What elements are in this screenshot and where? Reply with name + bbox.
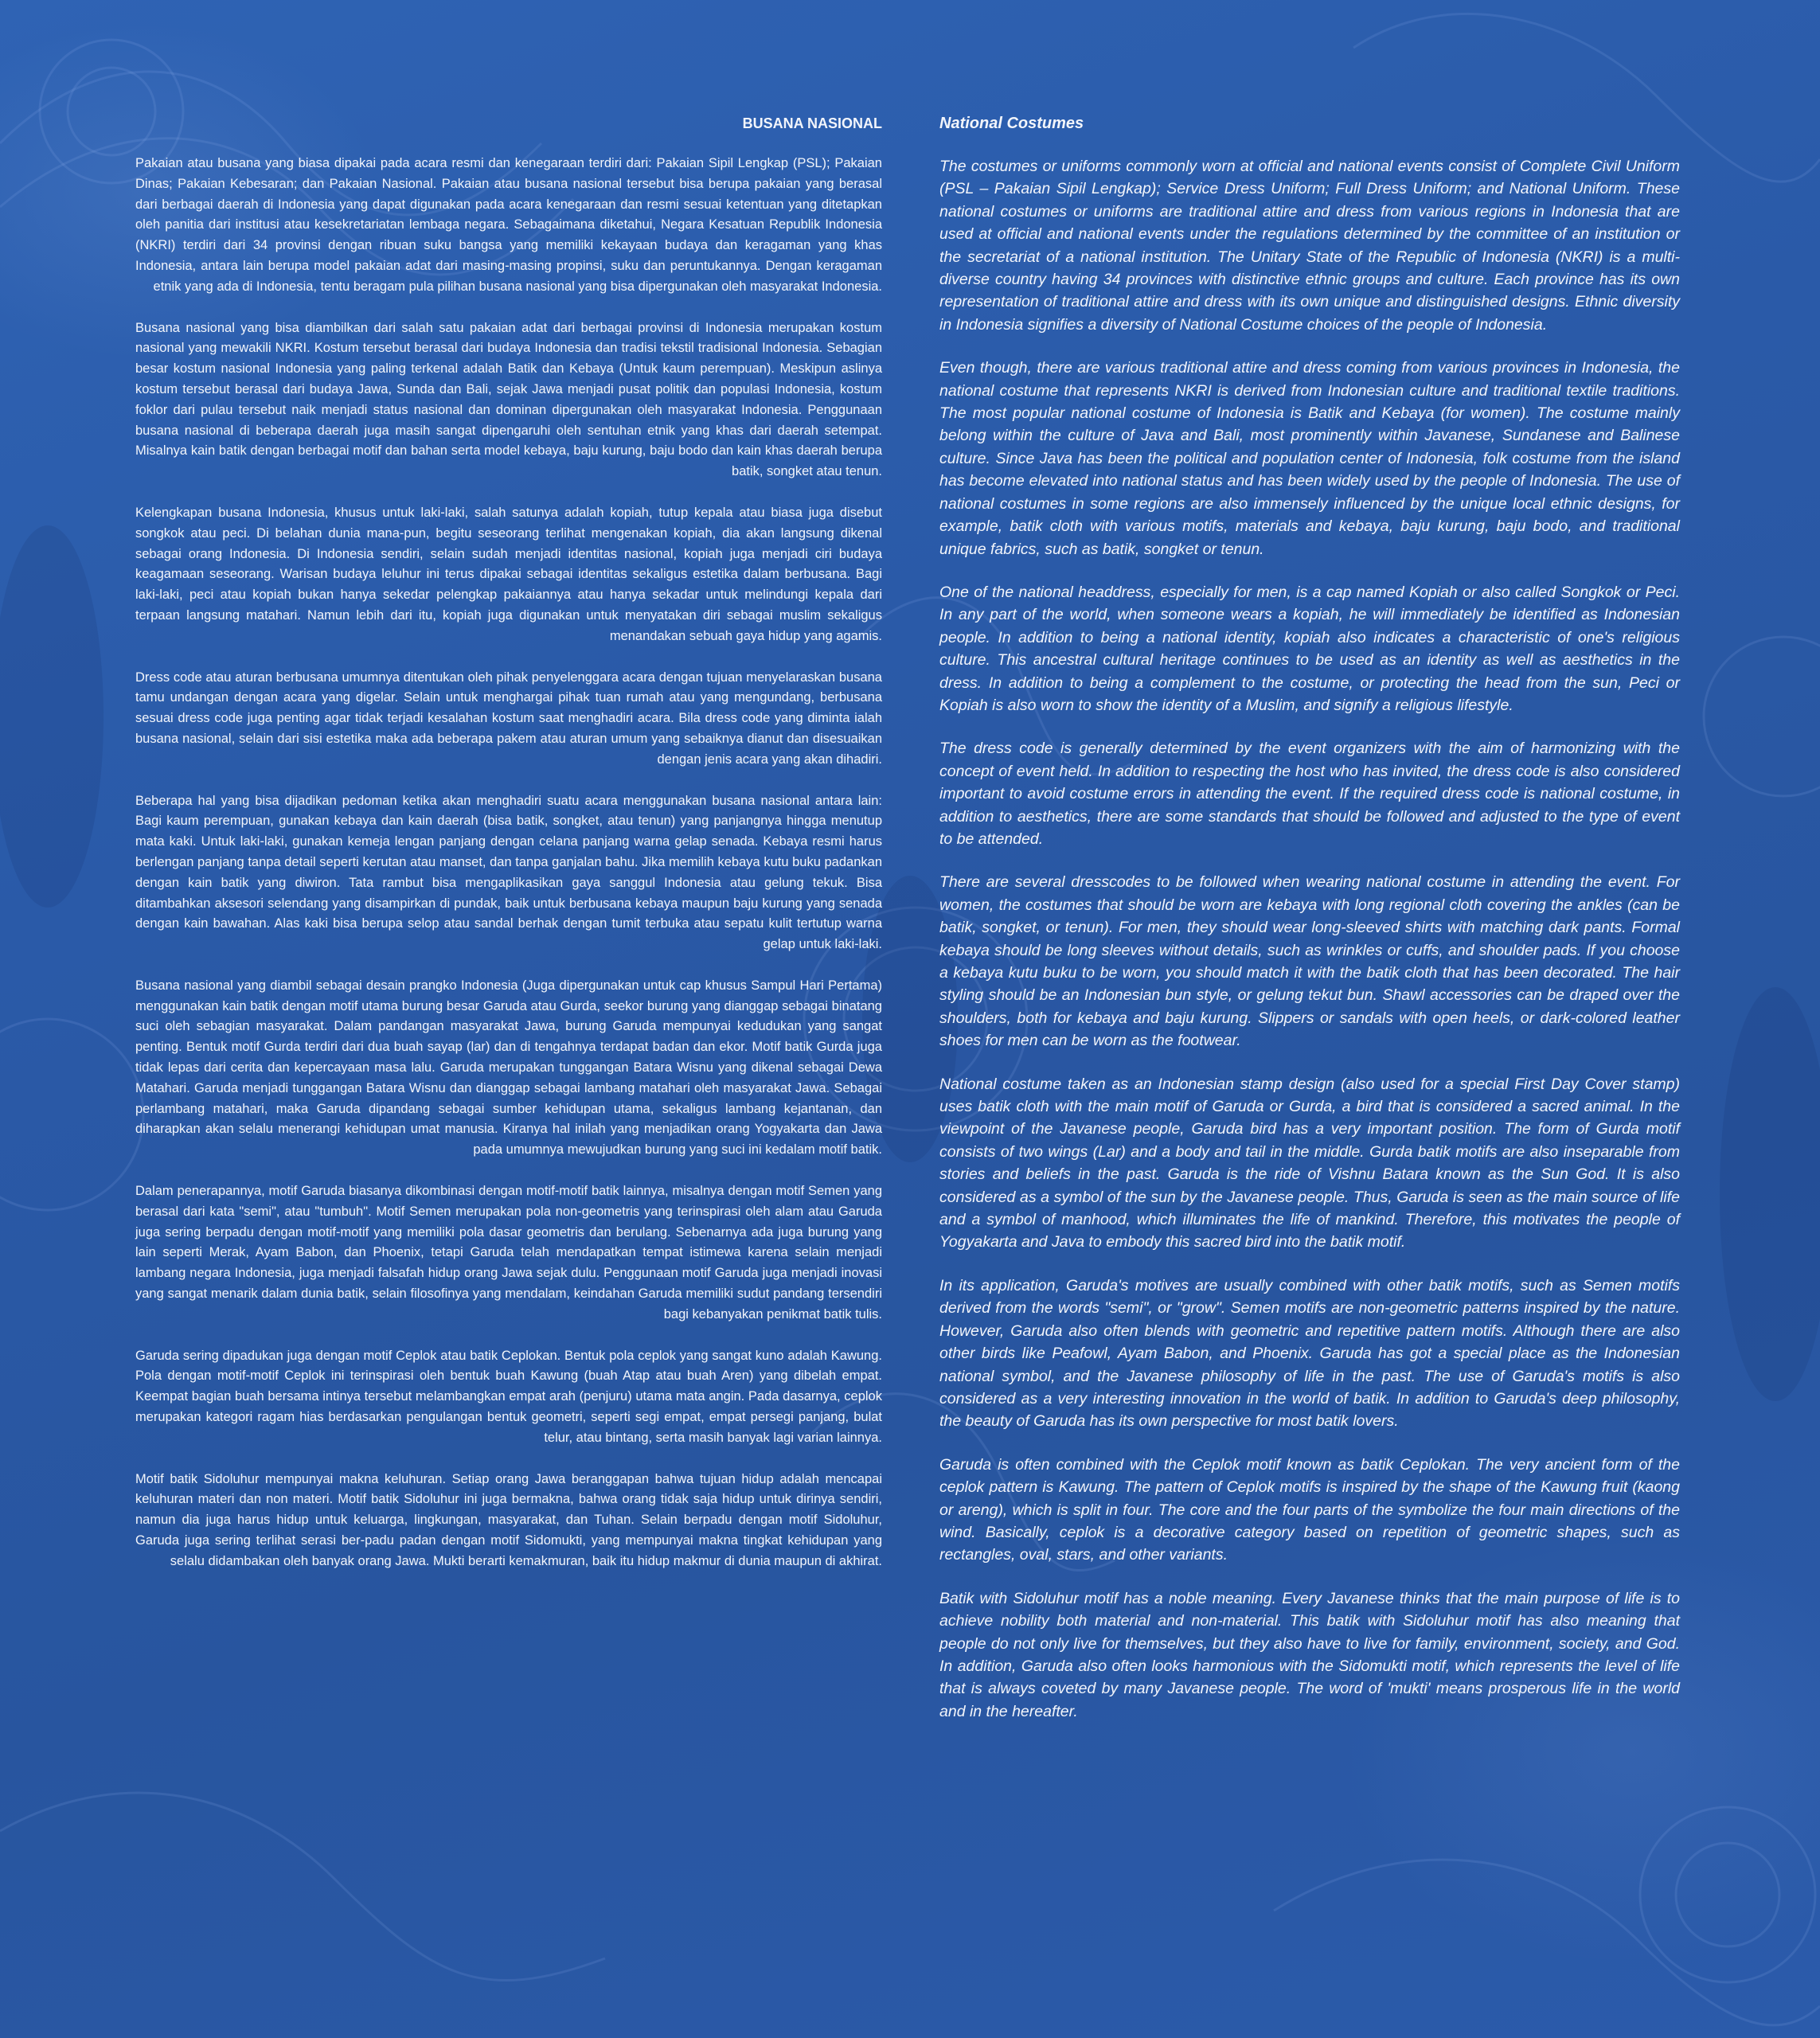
paragraph-en-6: National costume taken as an Indonesian stamp design (also used for a special First Day Cover stamp) uses batik cloth with the main motif of Garuda or Gurda, a bird that is considered a sacred animal. In the viewpoint of the Javanese people, Garuda bird has a very important position. The form of Gurda motif consists of two wings (Lar) and a body and tail in the middle. Gurda batik motifs are also inseparable from stories and beliefs in the past. Garuda is the ride of Vishnu Batara known as the Sun God. It is also considered as a symbol of the sun by the Javanese people. Thus, Garuda is seen as the main source of life and a symbol of manhood, which illuminates the life of mankind. Therefore, this motivates the people of Yogyakarta and Java to embody this sacred bird into the batik motif.: [939, 1075, 1680, 1251]
paragraph-en-3: One of the national headdress, especially for men, is a cap named Kopiah or also called Songkok or Peci. In any part of the world, when someone wears a kopiah, he will immediately be identified as Indonesian people. In addition to being a national identity, kopiah also indicates a characteristic of one's religious culture. This ancestral cultural heritage continues to be used as an identity as well as aesthetics in the dress. In addition to being a complement to the costume, or protecting the head from the sun, Peci or Kopiah is also worn to show the identity of a Muslim, and signify a religious lifestyle.: [939, 583, 1680, 714]
indonesian-text-column: [135, 114, 882, 1593]
english-text-column: [939, 114, 1680, 1743]
paragraph-en-5: There are several dresscodes to be followed when wearing national costume in attending the event. For women, the costumes that should be worn are kebaya with long regional cloth covering the ankles (can be batik, songket, or tenun). For men, they should wear long-sleeved shirts with matching dark pants. Formal kebaya should be long sleeves without details, such as wrinkles or cuffs, and shoulder pads. If you choose a kebaya kutu buku to be worn, you should match it with the batik cloth that has been decorated. The hair styling should be an Indonesian bun style, or gelung tekut bun. Shawl accessories can be draped over the shoulders, both for kebaya and baju kurung. Slippers or sandals with open heels, or dark-colored leather shoes for men can be worn as the footwear.: [939, 873, 1680, 1050]
paragraph-id-5: Beberapa hal yang bisa dijadikan pedoman ketika akan menghadiri suatu acara menggunakan busana nasional antara lain: Bagi kaum perempuan, gunakan kebaya dan kain daerah (bisa batik, songket, atau tenun) yang panjangnya hingga menutup mata kaki. Untuk laki-laki, gunakan kemeja lengan panjang dengan celana panjang warna gelap senada. Kebaya resmi harus berlengan panjang tanpa detail seperti kerutan atau manset, dan tanpa ganjalan bahu. Jika memilih kebaya kutu buku padankan dengan kain batik yang diwiron. Tata rambut bisa mengaplikasikan gaya sanggul Indonesia atau gelung tekuk. Bisa ditambahkan aksesori selendang yang disampirkan di pundak, baik untuk berbusana kebaya maupun baju kurung yang senada dengan kain bawahan. Alas kaki bisa berupa selop atau sandal berhak dengan tumit terbuka atau sepatu kulit tertutup warna gelap untuk laki-laki.: [135, 793, 882, 952]
paragraph-id-2: Busana nasional yang bisa diambilkan dari salah satu pakaian adat dari berbagai provinsi di Indonesia merupakan kostum nasional yang mewakili NKRI. Kostum tersebut berasal dari budaya Indonesia dan tradisi tekstil tradisional Indonesia. Sebagian besar kostum nasional Indonesia yang paling terkenal adalah Batik dan Kebaya (Untuk kaum perempuan). Meskipun aslinya kostum tersebut berasal dari budaya Jawa, Sunda dan Bali, sejak Jawa menjadi pusat politik dan populasi Indonesia, kostum foklor dari pulau tersebut naik menjadi status nasional dan dominan dipergunakan oleh masyarakat Indonesia. Penggunaan busana nasional di beberapa daerah juga masih sangat dipengaruhi oleh sentuhan etnik yang khas dari daerah setempat. Misalnya kain batik dengan berbagai motif dan bahan serta model kebaya, baju kurung, baju bodo dan kain khas daerah berupa batik, songket atau tenun.: [135, 320, 882, 479]
paragraph-id-1: Pakaian atau busana yang biasa dipakai pada acara resmi dan kenegaraan terdiri dari: Pakaian Sipil Lengkap (PSL); Pakaian Dinas; Pakaian Kebesaran; dan Pakaian Nasional. Pakaian atau busana nasional tersebut bisa berupa pakaian yang berasal dari berbagai daerah di Indonesia yang dapat digunakan pada acara kenegaraan dan resmi sesuai ketentuan yang ditetapkan oleh panitia dari institusi atau kesekretariatan lembaga negara. Sebagaimana diketahui, Negara Kesatuan Republik Indonesia (NKRI) terdiri dari 34 provinsi dengan ribuan suku bangsa yang memiliki kekayaan budaya dan keragaman yang khas Indonesia, antara lain berupa model pakaian adat dari masing-masing propinsi, suku dan peruntukannya. Dengan keragaman etnik yang ada di Indonesia, tentu beragam pula pilihan busana nasional yang bisa dipergunakan oleh masyarakat Indonesia.: [135, 156, 882, 294]
paragraph-id-6: Busana nasional yang diambil sebagai desain prangko Indonesia (Juga dipergunakan untuk cap khusus Sampul Hari Pertama) menggunakan kain batik dengan motif utama burung besar Garuda atau Gurda, seekor burung yang dianggap sebagai binatang suci oleh sebagian masyarakat. Dalam pandangan masyarakat Jawa, burung Garuda mempunyai kedudukan yang sangat penting. Bentuk motif Gurda terdiri dari dua buah sayap (lar) dan di tengahnya terdapat badan dan ekor. Motif batik Gurda juga tidak lepas dari cerita dan kepercayaan masa lalu. Garuda merupakan tunggangan Batara Wisnu yang dikenal sebagai Dewa Matahari. Garuda menjadi tunggangan Batara Wisnu dan dianggap sebagai lambang matahari oleh masyarakat Jawa. Sebagai perlambang matahari, maka Garuda dipandang sebagai sumber kehidupan utama, sekaligus lambang kejantanan, dan diharapkan akan selalu menerangi kehidupan umat manusia. Kiranya hal inilah yang menjadikan orang Yogyakarta dan Jawa pada umumnya mewujudkan burung yang suci ini kedalam motif batik.: [135, 978, 882, 1158]
paragraph-id-7: Dalam penerapannya, motif Garuda biasanya dikombinasi dengan motif-motif batik lainnya, misalnya dengan motif Semen yang berasal dari kata "semi", atau "tumbuh". Motif Semen merupakan pola non-geometris yang terinspirasi oleh alam atau Garuda juga sering berpadu dengan motif-motif yang memiliki pola dasar geometris dan berulang. Sebenarnya ada juga burung yang lain seperti Merak, Ayam Babon, dan Phoenix, tetapi Garuda telah mendapatkan tempat istimewa karena selain menjadi lambang negara Indonesia, juga menjadi falsafah hidup orang Jawa sejak dulu. Penggunaan motif Garuda juga menjadi inovasi yang sangat menarik dalam dunia batik, selain filosofinya yang mendalam, keindahan Garuda memiliki sudut pandang tersendiri bagi kebanyakan penikmat batik tulis.: [135, 1184, 882, 1322]
paragraph-en-4: The dress code is generally determined by the event organizers with the aim of harmonizing with the concept of event held. In addition to respecting the host who has invited, the dress code is also considered important to avoid costume errors in attending the event. If the required dress code is national costume, in addition to aesthetics, there are some standards that should be followed and adjusted to the type of event to be attended.: [939, 740, 1680, 848]
paragraph-en-7: In its application, Garuda's motives are usually combined with other batik motifs, such as Semen motifs derived from the words "semi", or "grow". Semen motifs are non-geometric patterns inspired by the nature. However, Garuda also often blends with geometric and repetitive pattern motifs. Although there are also other birds like Peafowl, Ayam Babon, and Phoenix. Garuda has got a special place as the Indonesian national symbol, and the Javanese philosophy of life in the past. The use of Garuda's motifs is also considered as a very interesting innovation in the world of batik. In addition to Garuda's deep philosophy, the beauty of Garuda has its own perspective for most batik lovers.: [939, 1276, 1680, 1431]
paragraph-id-3: Kelengkapan busana Indonesia, khusus untuk laki-laki, salah satunya adalah kopiah, tutup kepala atau biasa juga disebut songkok atau peci. Di belahan dunia mana-pun, begitu seseorang terlihat mengenakan kopiah, dia akan langsung dikenal sebagai orang Indonesia. Di Indonesia sendiri, selain sudah menjadi identitas nasional, kopiah juga menjadi ciri budaya keagamaan seseorang. Warisan budaya leluhur ini terus dipakai sebagai identitas sekaligus estetika dalam berbusana. Bagi laki-laki, peci atau kopiah bukan hanya sekedar pelengkap pakaiannya atau hanya sekadar untuk melindungi kepala dari terpaan langsung matahari. Namun lebih dari itu, kopiah juga digunakan untuk menyatakan diri sebagai muslim sekaligus menandakan sebuah gaya hidup yang agamis.: [135, 505, 882, 643]
section-heading-en: National Costumes: [939, 115, 1084, 132]
paragraph-en-1: The costumes or uniforms commonly worn at official and national events consist of Complete Civil Uniform (PSL – Pakaian Sipil Lengkap); Service Dress Uniform; Full Dress Uniform; and National Uniform. These national costumes or uniforms are traditional attire and dress from various regions in Indonesia that are used at official and national events under the regulations determined by the committee of an institution or the secretariat of a national institution. The Unitary State of the Republic of Indonesia (NKRI) is a multi-diverse country having 34 provinces with distinctive ethnic groups and culture. Each province has its own representation of traditional attire and dress with its own unique and distinguished designs. Ethnic diversity in Indonesia signifies a diversity of National Costume choices of the people of Indonesia.: [939, 158, 1680, 334]
paragraph-id-4: Dress code atau aturan berbusana umumnya ditentukan oleh pihak penyelenggara acara dengan tujuan menyelaraskan busana tamu undangan dengan acara yang digelar. Selain untuk menghargai pihak tuan rumah atau yang mengundang, berbusana sesuai dress code juga penting agar tidak terjadi kesalahan kostum saat menghadiri acara. Bila dress code yang diminta ialah busana nasional, selain dari sisi estetika maka ada beberapa pakem atau aturan umum yang sebaiknya dianut dan disesuaikan dengan jenis acara yang akan dihadiri.: [135, 670, 882, 767]
paragraph-id-9: Motif batik Sidoluhur mempunyai makna keluhuran. Setiap orang Jawa beranggapan bahwa tujuan hidup adalah mencapai keluhuran materi dan non materi. Motif batik Sidoluhur ini juga bermakna, bahwa orang tidak saja hidup untuk dirinya sendiri, namun dia juga harus hidup untuk keluarga, lingkungan, masyarakat, dan Tuhan. Selain berpadu dengan motif Sidoluhur, Garuda juga sering terlihat serasi ber-padu padan dengan motif Sidomukti, yang mempunyai makna tingkat kehidupan yang selalu didambakan oleh banyak orang Jawa. Mukti berarti kemakmuran, baik itu hidup makmur di dunia maupun di akhirat.: [135, 1471, 882, 1568]
paragraph-en-2: Even though, there are various traditional attire and dress coming from various provinces in Indonesia, the national costume that represents NKRI is derived from Indonesian culture and traditional textile traditions. The most popular national costume of Indonesia is Batik and Kebaya (for women). The costume mainly belong within the culture of Java and Bali, most prominently within Javanese, Sundanese and Balinese culture. Since Java has been the political and population center of Indonesia, folk costume from the island has become elevated into national status and has been widely used by the people of Indonesia. The use of national costumes in some regions are also immensely influenced by the unique local ethnic designs, for example, batik cloth with various motifs, materials and kebaya, baju kurung, baju bodo, and traditional unique fabrics, such as batik, songket or tenun.: [939, 359, 1680, 558]
paragraph-id-8: Garuda sering dipadukan juga dengan motif Ceplok atau batik Ceplokan. Bentuk pola ceplok yang sangat kuno adalah Kawung. Pola dengan motif-motif Ceplok ini terinspirasi oleh bentuk buah Kawung (buah Atap atau buah Aren) yang dibelah empat. Keempat bagian buah bersama intinya tersebut melambangkan empat arah (penjuru) utama mata angin. Pada dasarnya, ceplok merupakan kategori ragam hias berdasarkan pengulangan bentuk geometri, seperti segi empat, empat persegi panjang, bulat telur, atau bintang, serta masih banyak lagi varian lainnya.: [135, 1348, 882, 1445]
paragraph-en-9: Batik with Sidoluhur motif has a noble meaning. Every Javanese thinks that the main purpose of life is to achieve nobility both material and non-material. This batik with Sidoluhur motif has also meaning that people do not only live for themselves, but they also have to live for family, environment, society, and God. In addition, Garuda also often looks harmonious with the Sidomukti motif, which represents the level of life that is always coveted by many Javanese people. The word of 'mukti' means prosperous life in the world and in the hereafter.: [939, 1589, 1680, 1720]
paragraph-en-8: Garuda is often combined with the Ceplok motif known as batik Ceplokan. The very ancient form of the ceplok pattern is Kawung. The pattern of Ceplok motifs is inspired by the shape of the Kawung fruit (kaong or areng), which is split in four. The core and the four parts of the symbolize the four main directions of the wind. Basically, ceplok is a decorative category based on repetition of geometric shapes, such as rectangles, oval, stars, and other variants.: [939, 1455, 1680, 1564]
section-heading-id: BUSANA NASIONAL: [742, 115, 882, 131]
